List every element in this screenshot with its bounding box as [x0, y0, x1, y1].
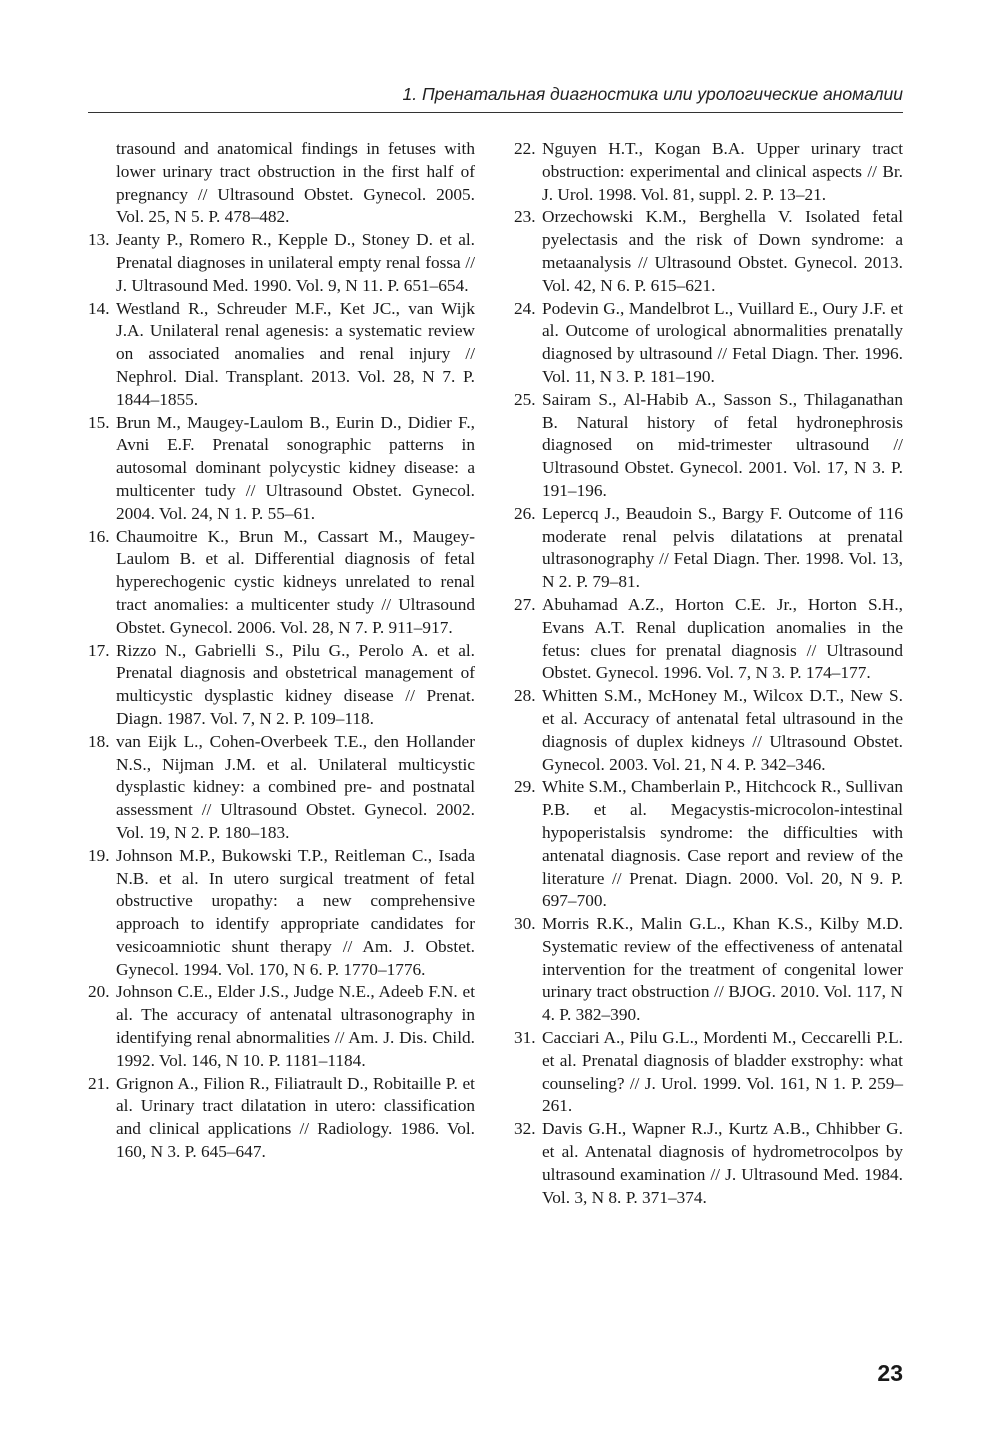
- reference-item: [514, 298, 903, 389]
- reference-item: [514, 776, 903, 913]
- reference-item: [514, 503, 903, 594]
- reference-text: Nguyen H.T., Kogan B.A. Upper urinary tract obstruction: experimental and clinical aspects // Br. J. Urol. 1998. Vol. 81, suppl. 2. P. 13–21.: [542, 139, 903, 204]
- reference-text: Morris R.K., Malin G.L., Khan K.S., Kilby M.D. Systematic review of the effectiveness of antenatal intervention for the treatment of congenital lower urinary tract obstruction // BJOG. 2010. Vol. 117, N 4. P. 382–390.: [542, 914, 903, 1025]
- reference-item: [88, 412, 475, 526]
- reference-item: [514, 594, 903, 685]
- reference-number: 16.: [88, 526, 110, 546]
- reference-text: Johnson M.P., Bukowski T.P., Reitleman C., Isada N.B. et al. In utero surgical treatment of fetal obstructive uropathy: a new comprehensive approach to identify appropriate candidates for vesicoamniotic shunt therapy // Am. J. Obstet. Gynecol. 1994. Vol. 170, N 6. P. 1770–1776.: [116, 845, 475, 979]
- reference-text: trasound and anatomical findings in fetuses with lower urinary tract obstruction in the first half of pregnancy // Ultrasound Obstet. Gynecol. 2005. Vol. 25, N 5. P. 478–482.: [116, 139, 475, 227]
- reference-item: [514, 1118, 903, 1209]
- reference-text: van Eijk L., Cohen-Overbeek T.E., den Hollander N.S., Nijman J.M. et al. Unilateral multicystic dysplastic kidney: a combined pre- and postnatal assessment // Ultrasound Obstet. Gynecol. 2002. Vol. 19, N 2. P. 180–183.: [116, 731, 475, 842]
- reference-number: 17.: [88, 640, 110, 660]
- reference-item: [88, 1073, 475, 1164]
- reference-text: Johnson C.E., Elder J.S., Judge N.E., Adeeb F.N. et al. The accuracy of antenatal ultrasonography in identifying renal abnormalities // Am. J. Dis. Child. 1992. Vol. 146, N 10. P. 1181–1184.: [116, 982, 475, 1070]
- reference-number: 19.: [88, 845, 110, 865]
- reference-number: 28.: [514, 686, 536, 706]
- reference-number: 25.: [514, 389, 536, 409]
- reference-number: 24.: [514, 298, 536, 318]
- reference-continued: [88, 138, 475, 229]
- left-column: [88, 138, 475, 1164]
- reference-number: 31.: [514, 1028, 536, 1048]
- reference-item: [88, 731, 475, 845]
- reference-text: White S.M., Chamberlain P., Hitchcock R., Sullivan P.B. et al. Megacystis-microcolon-intestinal hypoperistalsis syndrome: the difficulties with antenatal diagnosis. Case report and review of the literature // Prenat. Diagn. 2000. Vol. 20, N 9. P. 697–700.: [542, 777, 903, 911]
- reference-item: [88, 845, 475, 982]
- reference-text: Rizzo N., Gabrielli S., Pilu G., Perolo A. et al. Prenatal diagnosis and obstetrical management of multicystic dysplastic kidney disease // Prenat. Diagn. 1987. Vol. 7, N 2. P. 109–118.: [116, 640, 475, 728]
- reference-number: 21.: [88, 1073, 110, 1093]
- reference-number: 32.: [514, 1119, 536, 1139]
- right-column: [514, 138, 903, 1209]
- reference-text: Brun M., Maugey-Laulom B., Eurin D., Didier F., Avni E.F. Prenatal sonographic patterns in autosomal dominant polycystic kidney disease: a multicenter tudy // Ultrasound Obstet. Gynecol. 2004. Vol. 24, N 1. P. 55–61.: [116, 412, 475, 523]
- reference-number: 13.: [88, 230, 110, 250]
- reference-text: Lepercq J., Beaudoin S., Bargy F. Outcome of 116 moderate renal pelvis dilatations at prenatal ultrasonography // Fetal Diagn. Ther. 1998. Vol. 13, N 2. P. 79–81.: [542, 503, 903, 592]
- reference-item: [88, 981, 475, 1072]
- reference-number: 14.: [88, 298, 110, 318]
- reference-text: Abuhamad A.Z., Horton C.E. Jr., Horton S.H., Evans A.T. Renal duplication anomalies in the fetus: clues for prenatal diagnosis // Ultrasound Obstet. Gynecol. 1996. Vol. 7, N 3. P. 174–177.: [542, 594, 903, 683]
- reference-number: 15.: [88, 412, 110, 432]
- reference-item: [88, 640, 475, 731]
- reference-number: 27.: [514, 594, 536, 614]
- reference-text: Grignon A., Filion R., Filiatrault D., Robitaille P. et al. Urinary tract dilatation in utero: classification and clinical applications // Radiology. 1986. Vol. 160, N 3. P. 645–647.: [116, 1073, 475, 1162]
- reference-item: [514, 138, 903, 206]
- reference-text: Chaumoitre K., Brun M., Cassart M., Maugey-Laulom B. et al. Differential diagnosis of fetal hyperechogenic cystic kidneys unrelated to renal tract anomalies: a multicenter study // Ultrasound Obstet. Gynecol. 2006. Vol. 28, N 7. P. 911–917.: [116, 526, 475, 637]
- reference-item: [514, 1027, 903, 1118]
- reference-number: 22.: [514, 139, 536, 158]
- reference-item: [514, 913, 903, 1027]
- reference-text: Whitten S.M., McHoney M., Wilcox D.T., New S. et al. Accuracy of antenatal fetal ultrasound in the diagnosis of duplex kidneys // Ultrasound Obstet. Gynecol. 2003. Vol. 21, N 4. P. 342–346.: [542, 686, 903, 774]
- reference-text: Orzechowski K.M., Berghella V. Isolated fetal pyelectasis and the risk of Down syndrome: a metaanalysis // Ultrasound Obstet. Gynecol. 2013. Vol. 42, N 6. P. 615–621.: [542, 207, 903, 295]
- reference-item: [514, 389, 903, 503]
- reference-text: Sairam S., Al-Habib A., Sasson S., Thilaganathan B. Natural history of fetal hydronephrosis diagnosed on mid-trimester ultrasound // Ultrasound Obstet. Gynecol. 2001. Vol. 17, N 3. P. 191–196.: [542, 389, 903, 500]
- reference-text: Davis G.H., Wapner R.J., Kurtz A.B., Chhibber G. et al. Antenatal diagnosis of hydrometrocolpos by ultrasound examination // J. Ultrasound Med. 1984. Vol. 3, N 8. P. 371–374.: [542, 1119, 903, 1207]
- reference-number: 18.: [88, 731, 110, 751]
- reference-number: 30.: [514, 914, 536, 934]
- reference-item: [88, 526, 475, 640]
- reference-text: Podevin G., Mandelbrot L., Vuillard E., Oury J.F. et al. Outcome of urological abnormalities prenatally diagnosed by ultrasound // Fetal Diagn. Ther. 1996. Vol. 11, N 3. P. 181–190.: [542, 298, 903, 386]
- running-title: 1. Пренатальная диагностика или урологические аномалии: [402, 84, 903, 104]
- reference-number: 26.: [514, 503, 536, 523]
- reference-item: [88, 229, 475, 297]
- reference-number: 23.: [514, 207, 536, 227]
- reference-item: [88, 298, 475, 412]
- page-number: 23: [877, 1360, 903, 1386]
- header-rule: [88, 112, 903, 113]
- reference-item: [514, 685, 903, 776]
- reference-number: 20.: [88, 982, 110, 1002]
- reference-number: 29.: [514, 777, 536, 797]
- reference-item: [514, 206, 903, 297]
- reference-text: Cacciari A., Pilu G.L., Mordenti M., Ceccarelli P.L. et al. Prenatal diagnosis of bladder exstrophy: what counseling? // J. Urol. 1999. Vol. 161, N 1. P. 259–261.: [542, 1028, 903, 1116]
- reference-text: Westland R., Schreuder M.F., Ket JC., van Wijk J.A. Unilateral renal agenesis: a systematic review on associated anomalies and renal injury // Nephrol. Dial. Transplant. 2013. Vol. 28, N 7. P. 1844–1855.: [116, 298, 475, 409]
- reference-text: Jeanty P., Romero R., Kepple D., Stoney D. et al. Prenatal diagnoses in unilateral empty renal fossa // J. Ultrasound Med. 1990. Vol. 9, N 11. P. 651–654.: [116, 230, 475, 295]
